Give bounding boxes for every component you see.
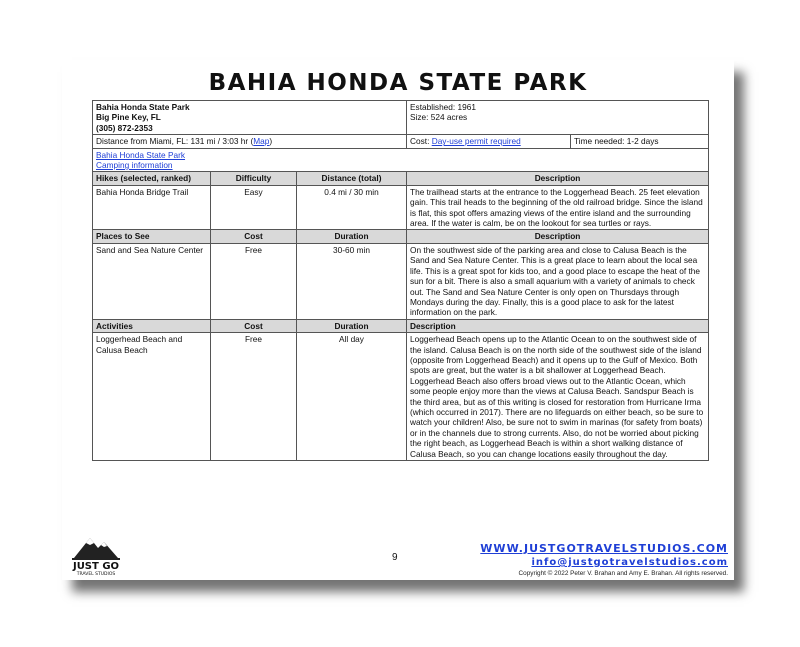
places-header-description: Description bbox=[407, 230, 709, 243]
activity-description: Loggerhead Beach opens up to the Atlantic Ocean to on the southwest side of the island. Calusa Beach is on the north side of the southwest side of the island (opposite from Loggerhead Beach) and it opens up to the Gulf of Mexico. Both spots are great, but the water is a bit shallower at Loggerhead Beach. Loggerhead Beach also offers broad views out to the Atlantic Ocean, which some people enjoy more than the views at Calusa Beach. Sandspur Beach is the third area, but as of this writing is closed for restoration from Hurricane Irma (which occurred in 2017). There are no lifeguards on either beach, so be sure to watch your children! Also, be sure not to swim in marinas (for safety from boats) or in the channels due to strong currents. Also, do not be worried about picking the right beach, as Loggerhead Beach is within a short walking distance of Calusa Beach, so you can change locations easily throughout the day. bbox=[407, 333, 709, 461]
established-text: Established: 1961 bbox=[410, 102, 476, 112]
distance-text: Distance from Miami, FL: 131 mi / 3:03 hr bbox=[96, 136, 249, 147]
activities-header-description: Description bbox=[407, 319, 709, 332]
hike-description: The trailhead starts at the entrance to the Loggerhead Beach. 25 feet elevation gain. This trail heads to the beginning of the old railroad bridge. Since the island is flat, this spot offers amazing views of the entire island and the surrounding area. If the water is calm, be on the lookout for sea turtles or rays. bbox=[407, 185, 709, 230]
activity-duration: All day bbox=[297, 333, 407, 461]
table-row bbox=[93, 333, 709, 461]
distance-cell bbox=[93, 135, 407, 148]
page-number: 9 bbox=[392, 552, 398, 563]
park-facts-cell bbox=[407, 101, 709, 135]
place-cost: Free bbox=[211, 243, 297, 319]
hikes-header-name: Hikes (selected, ranked) bbox=[93, 172, 211, 185]
paren-open: ( bbox=[250, 136, 254, 147]
activities-header-row bbox=[93, 319, 709, 332]
hikes-header-distance: Distance (total) bbox=[297, 172, 407, 185]
park-website-link[interactable]: Bahia Honda State Park bbox=[96, 149, 186, 160]
hike-difficulty: Easy bbox=[211, 185, 297, 230]
park-name: Bahia Honda State Park bbox=[96, 102, 190, 112]
place-description: On the southwest side of the parking area and close to Calusa Beach is the Sand and Sea Nature Center. This is a great place to learn about the local sea life. This is a great spot for kids too, and a good place to escape the heat of the sun for a bit. There is also a small aquarium with a variety of animals to check out. The Sand and Sea Nature Center is only open on Thursdays through Mondays during the day. Finally, this is a good place to ask for the latest information on the park. bbox=[407, 243, 709, 319]
places-header-duration: Duration bbox=[297, 230, 407, 243]
activities-header-name: Activities bbox=[93, 319, 211, 332]
places-header-row bbox=[93, 230, 709, 243]
activity-cost: Free bbox=[211, 333, 297, 461]
places-header-name: Places to See bbox=[93, 230, 211, 243]
table-row bbox=[93, 185, 709, 230]
hikes-header-row bbox=[93, 172, 709, 185]
website-link[interactable]: WWW.JUSTGOTRAVELSTUDIOS.COM bbox=[480, 542, 728, 555]
table-row bbox=[93, 243, 709, 319]
places-header-cost: Cost bbox=[211, 230, 297, 243]
park-contact-cell bbox=[93, 101, 407, 135]
just-go-logo bbox=[68, 530, 132, 576]
place-duration: 30-60 min bbox=[297, 243, 407, 319]
logo-text: JUST GO bbox=[72, 561, 120, 572]
map-link[interactable]: Map bbox=[253, 136, 270, 147]
document-page bbox=[62, 60, 734, 580]
footer-links bbox=[480, 542, 728, 577]
hikes-header-description: Description bbox=[407, 172, 709, 185]
day-use-permit-link[interactable]: Day-use permit required bbox=[431, 136, 521, 147]
logo-subtext: TRAVEL STUDIOS bbox=[76, 572, 116, 576]
hikes-header-difficulty: Difficulty bbox=[211, 172, 297, 185]
size-text: Size: 524 acres bbox=[410, 112, 468, 123]
activity-name: Loggerhead Beach and Calusa Beach bbox=[93, 333, 211, 461]
camping-info-link[interactable]: Camping information bbox=[96, 160, 173, 171]
cost-label: Cost: bbox=[410, 136, 430, 147]
hike-distance: 0.4 mi / 30 min bbox=[297, 185, 407, 230]
hike-name: Bahia Honda Bridge Trail bbox=[93, 185, 211, 230]
time-needed-cell: Time needed: 1-2 days bbox=[571, 135, 709, 148]
place-name: Sand and Sea Nature Center bbox=[93, 243, 211, 319]
copyright-text: Copyright © 2022 Peter V. Brahan and Amy E. Brahan. All rights reserved. bbox=[518, 570, 728, 577]
paren-close: ) bbox=[269, 136, 273, 147]
park-info-table bbox=[92, 100, 709, 461]
email-link[interactable]: info@justgotravelstudios.com bbox=[531, 557, 728, 568]
links-cell bbox=[93, 148, 709, 172]
mountain-logo-icon bbox=[68, 530, 132, 576]
activities-header-duration: Duration bbox=[297, 319, 407, 332]
page-title: BAHIA HONDA STATE PARK bbox=[208, 70, 588, 96]
park-location: Big Pine Key, FL bbox=[96, 112, 161, 123]
activities-header-cost: Cost bbox=[211, 319, 297, 332]
cost-cell bbox=[407, 135, 571, 148]
park-phone: (305) 872-2353 bbox=[96, 122, 153, 133]
